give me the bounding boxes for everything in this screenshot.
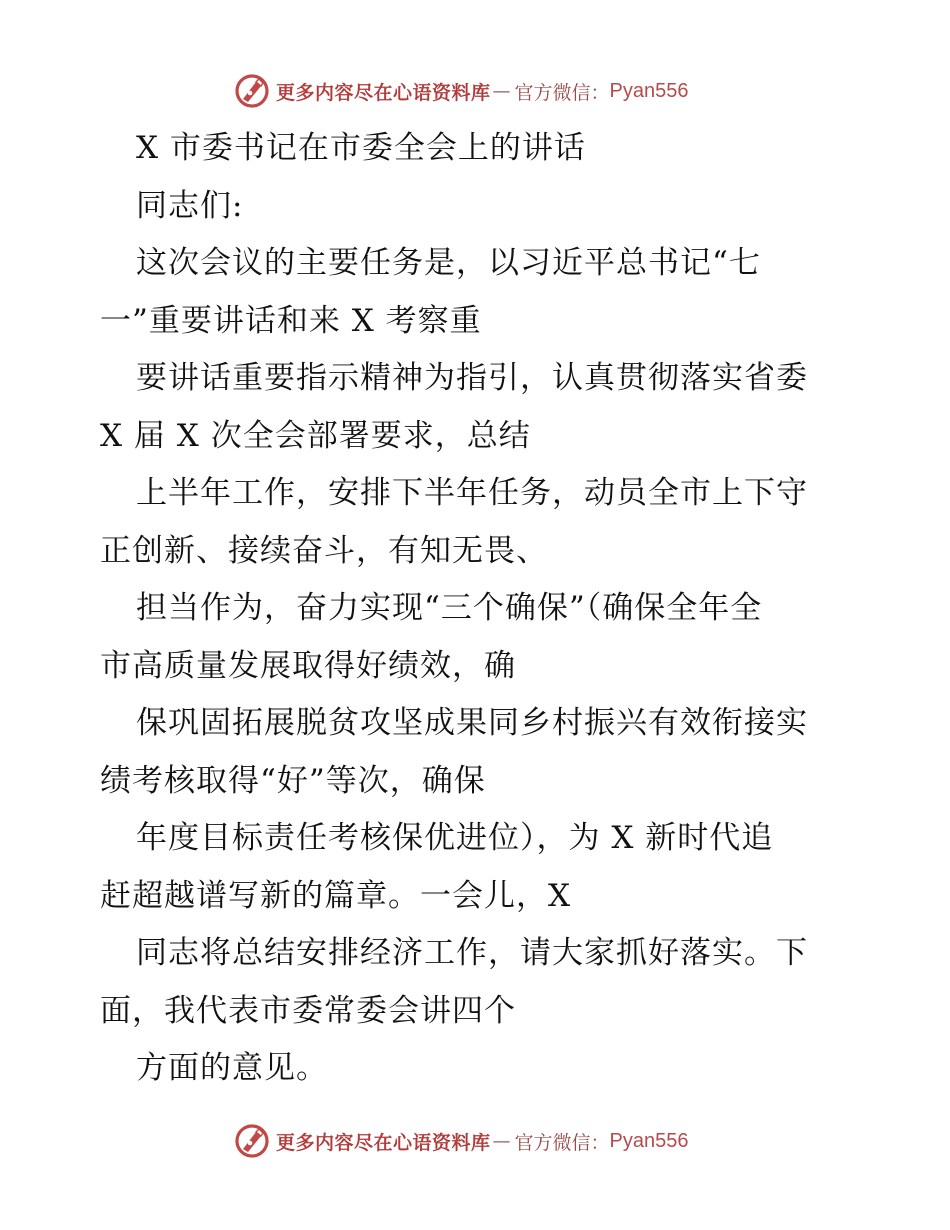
document-body	[100, 120, 860, 1098]
body-line: 赶超越谱写新的篇章。一会儿，X	[100, 877, 572, 914]
pen-circle-logo-icon	[234, 1123, 270, 1159]
body-line: 正创新、接续奋斗，有知无畏、	[100, 532, 548, 569]
body-line: 同志将总结安排经济工作，请大家抓好落实。下	[136, 935, 808, 971]
body-line: 同志们:	[136, 187, 244, 224]
watermark-contact-label: 官方微信：	[514, 1131, 610, 1154]
body-line: 担当作为，奋力实现“三个确保”（确保全年全	[136, 590, 763, 626]
body-line: 年度目标责任考核保优进位），为 X 新时代追	[136, 820, 774, 856]
body-line: X 届 X 次全会部署要求，总结	[100, 417, 531, 454]
watermark-contact-label: 官方微信：	[514, 81, 610, 104]
body-line: 上半年工作，安排下半年任务，动员全市上下守	[136, 475, 808, 511]
watermark-header	[234, 71, 689, 111]
watermark-footer	[234, 1121, 689, 1161]
body-line: 这次会议的主要任务是，以习近平总书记“七	[136, 245, 761, 281]
body-line: 面，我代表市委常委会讲四个	[100, 992, 516, 1029]
body-line: X 市委书记在市委全会上的讲话	[136, 130, 586, 166]
watermark-wechat-id: Pyan556	[609, 1129, 689, 1152]
body-line: 市高质量发展取得好绩效，确	[100, 647, 516, 684]
watermark-dash: —	[492, 80, 511, 102]
pen-circle-logo-icon	[234, 73, 270, 109]
watermark-brand: 更多内容尽在心语资料库	[276, 1131, 491, 1154]
watermark-brand: 更多内容尽在心语资料库	[276, 81, 491, 104]
body-line: 一”重要讲话和来 X 考察重	[100, 302, 482, 339]
body-line: 保巩固拓展脱贫攻坚成果同乡村振兴有效衔接实	[136, 705, 808, 741]
body-line: 要讲话重要指示精神为指引，认真贯彻落实省委	[136, 360, 808, 396]
watermark-dash: —	[492, 1130, 511, 1152]
body-line: 绩考核取得“好”等次，确保	[100, 762, 486, 799]
body-line: 方面的意见。	[136, 1050, 328, 1086]
watermark-wechat-id: Pyan556	[609, 79, 689, 102]
